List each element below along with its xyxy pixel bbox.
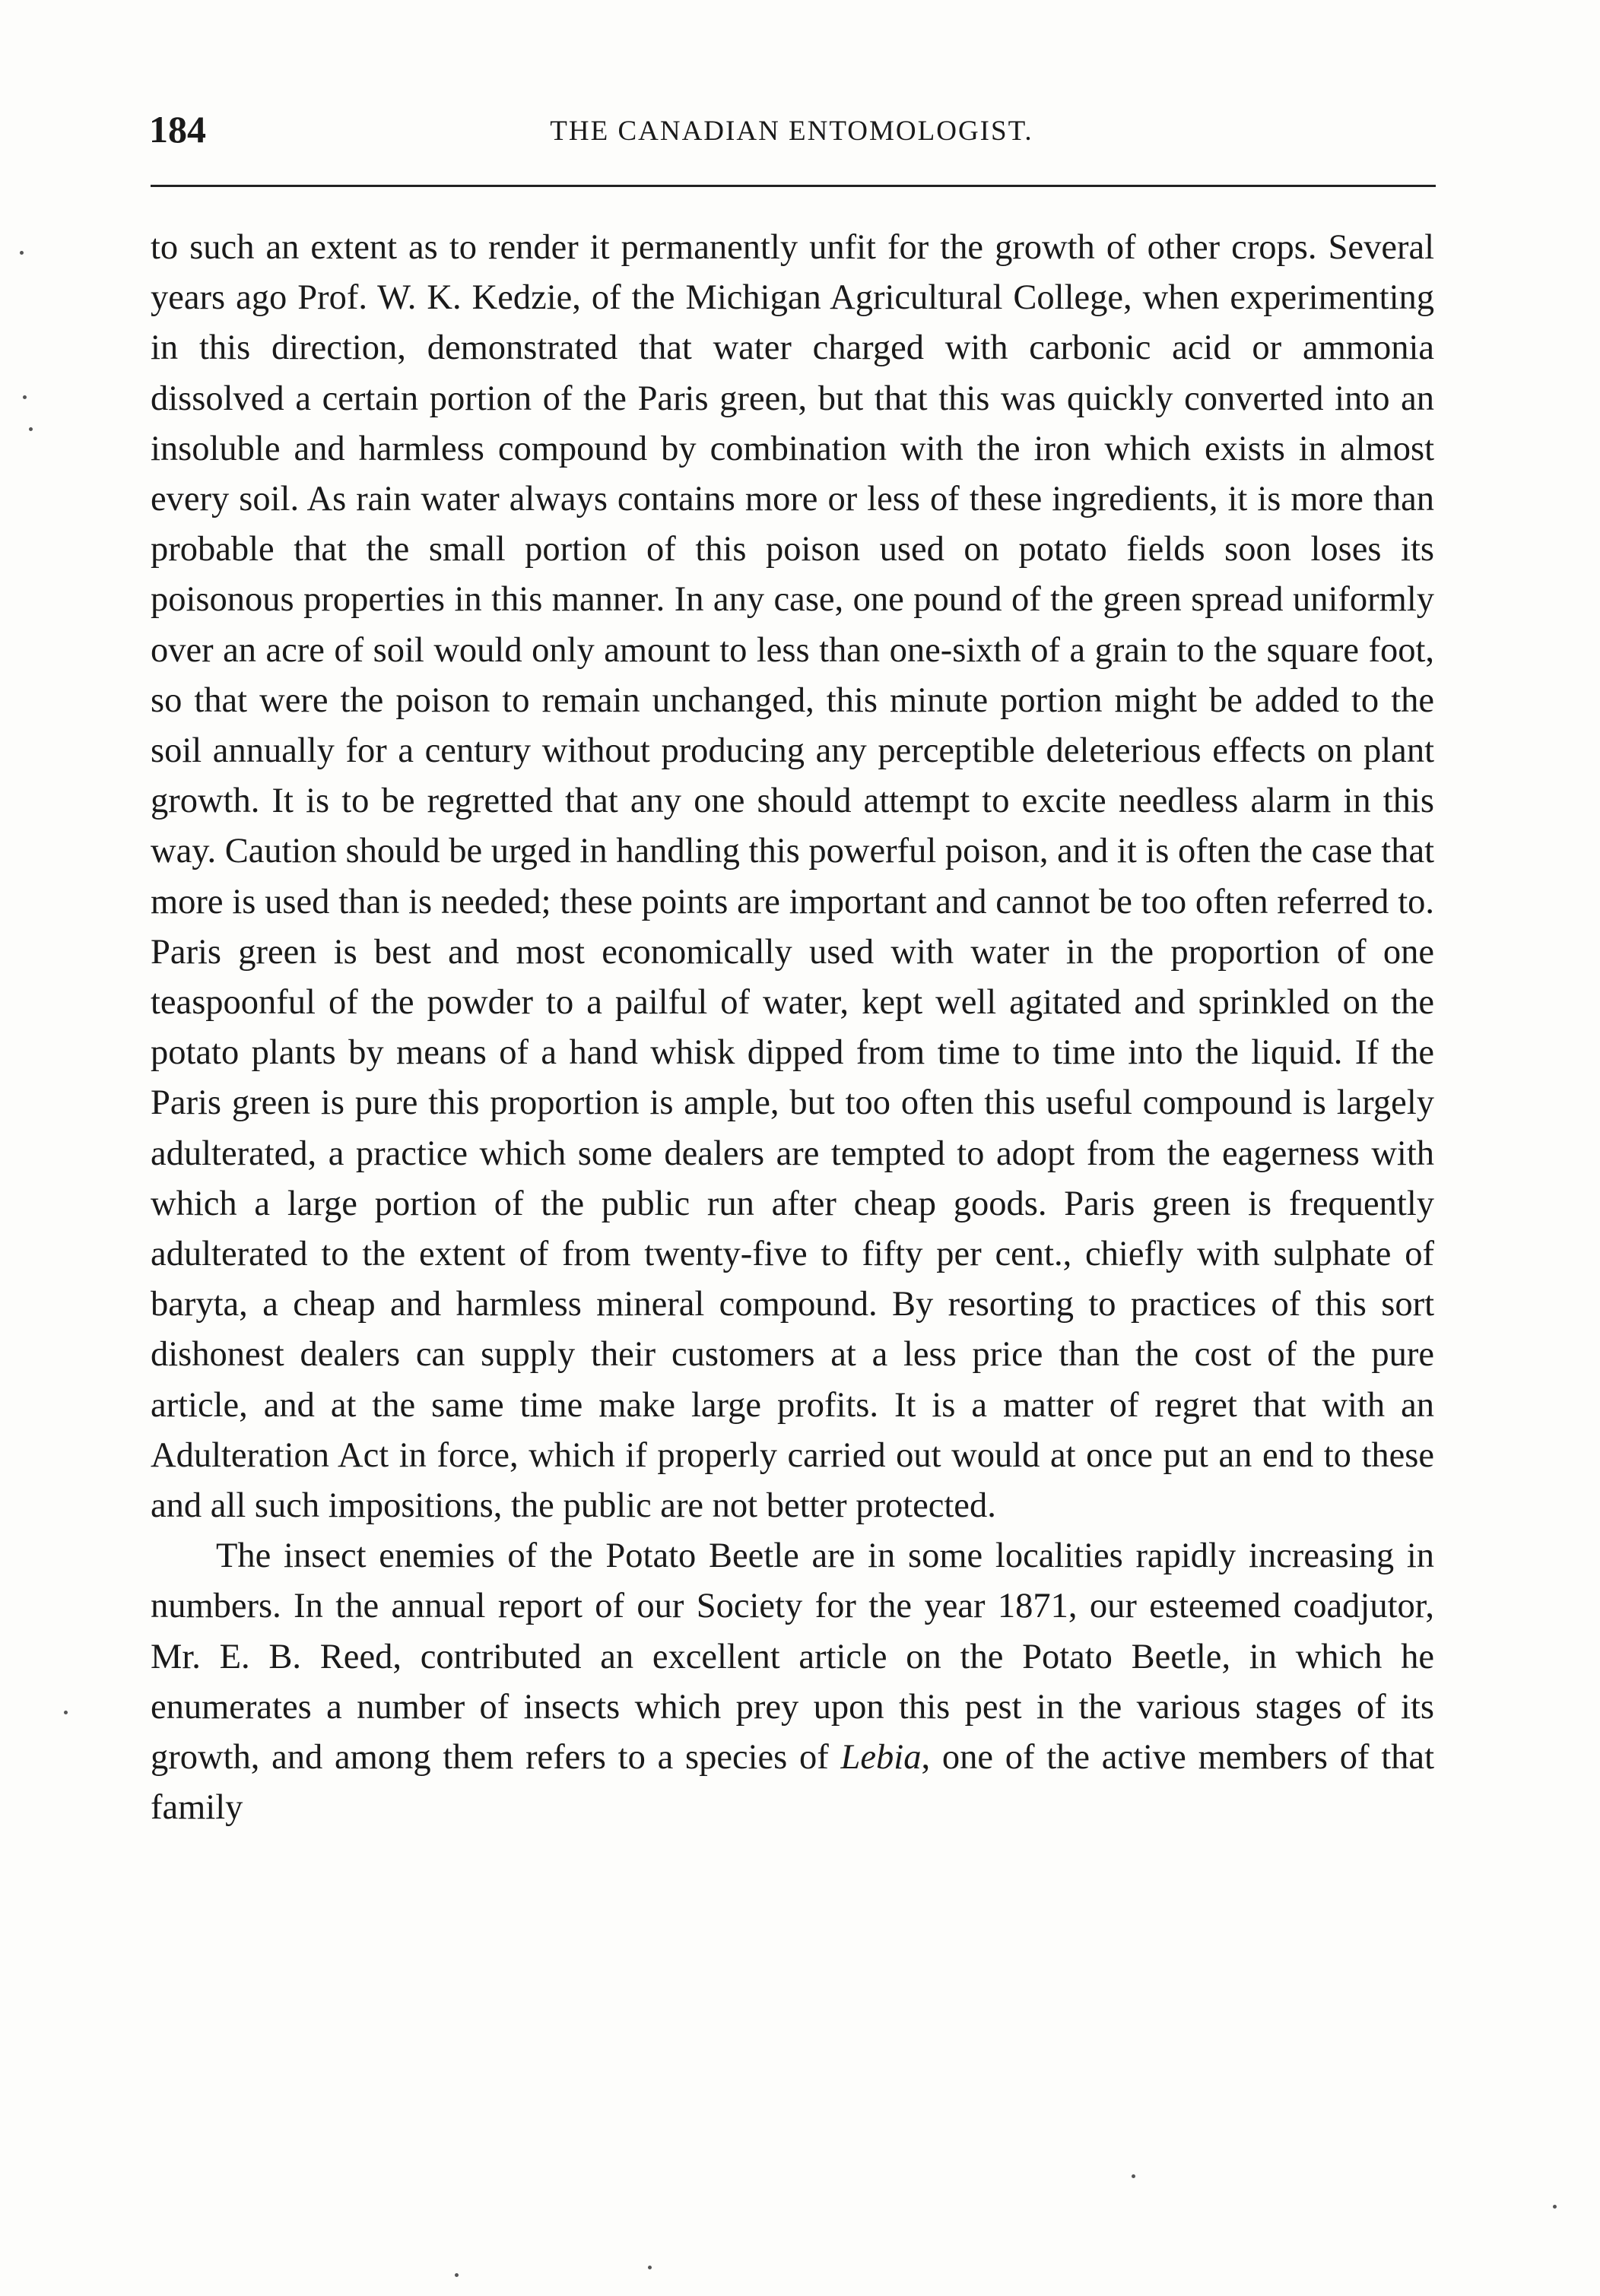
body-text — [151, 223, 1434, 1834]
margin-speck — [1132, 2174, 1135, 2178]
paragraph-2-continuation: , one of the active members of that family — [151, 1738, 1434, 1828]
paragraph-1: to such an extent as to render it permanently unfit for the growth of other crops. Several years ago Prof. W. K. Kedzie, of the Michigan Agricultural College, when experimenting in this direction, demonstrated that water charged with carbonic acid or ammonia dissolved a certain portion of the Paris green, but that this was quickly converted into an insoluble and harmless compound by combination with the iron which exists in almost every soil. As rain water always contains more or less of these ingredients, it is more than probable that the small portion of this poison used on potato fields soon loses its poisonous properties in this manner. In any case, one pound of the green spread uniformly over an acre of soil would only amount to less than one-sixth of a grain to the square foot, so that were the poison to remain unchanged, this minute portion might be added to the soil annually for a century without producing any perceptible deleterious effects on plant growth. It is to be regretted that any one should attempt to excite needless alarm in this way. Caution should be urged in handling this powerful poison, and it is often the case that more is used than is needed; these points are important and cannot be too often referred to. Paris green is best and most economically used with water in the proportion of one teaspoonful of the powder to a pailful of water, kept well agitated and sprinkled on the potato plants by means of a hand whisk dipped from time to time into the liquid. If the Paris green is pure this proportion is ample, but too often this useful compound is largely adulterated, a practice which some dealers are tempted to adopt from the eagerness with which a large portion of the public run after cheap goods. Paris green is frequently adulterated to the extent of from twenty-five to fifty per cent., chiefly with sulphate of baryta, a cheap and harmless mineral compound. By resorting to practices of this sort dishonest dealers can supply their customers at a less price than the cost of the pure article, and at the same time make large profits. It is a matter of regret that with an Adulteration Act in force, which if properly carried out would at once put an end to these and all such impositions, the public are not better protected. — [151, 228, 1434, 1526]
margin-speck — [1553, 2205, 1557, 2209]
page-header — [149, 103, 1434, 156]
margin-speck — [455, 2273, 459, 2277]
paragraph-2-text: The insect enemies of the Potato Beetle are in some localities rapidly increasing in numbers. In the annual report of our Society for the year 1871, our esteemed coadjutor, Mr. E. B. Reed, contributed an excellent article on the Potato Beetle, in which he enumerates a number of insects which prey upon this pest in the various stages of its growth, and among them refers to a species of — [151, 1536, 1434, 1777]
header-rule — [151, 185, 1436, 187]
page-number: 184 — [149, 108, 206, 151]
paragraph-2 — [151, 1531, 1434, 1833]
margin-speck — [64, 1711, 68, 1714]
running-title: THE CANADIAN ENTOMOLOGIST. — [550, 116, 1033, 147]
margin-speck — [20, 251, 24, 255]
margin-speck — [23, 395, 27, 399]
margin-speck — [29, 427, 33, 431]
margin-speck — [648, 2266, 652, 2269]
genus-name-italic: Lebia — [840, 1738, 922, 1777]
